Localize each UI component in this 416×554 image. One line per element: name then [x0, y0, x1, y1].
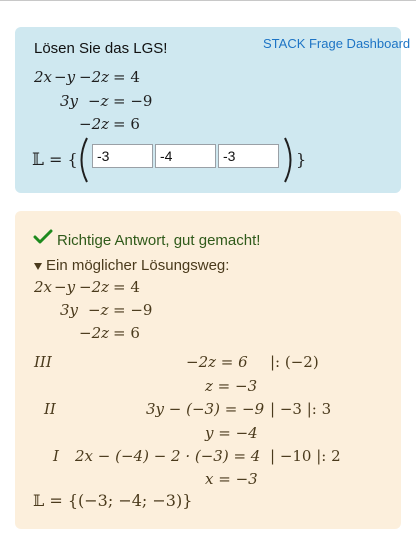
step-eq-iii: −2z = 6	[186, 353, 248, 371]
q-eq2-rhs: = −9	[113, 92, 153, 110]
f-eq1-x: 2x	[34, 278, 53, 296]
step-label-iii: III	[34, 353, 52, 371]
q-eq1-rhs: = 4	[113, 68, 140, 86]
left-paren	[74, 136, 90, 184]
stack-dashboard-link[interactable]: STACK Frage Dashboard	[263, 36, 411, 51]
step-eq-i: 2x − (−4) − 2 · (−3) = 4	[75, 447, 261, 465]
feedback-status: Richtige Antwort, gut gemacht!	[57, 232, 261, 249]
step-label-i: I	[53, 447, 59, 465]
step-eq-ii: 3y − (−3) = −9	[146, 400, 265, 418]
answer-input-y[interactable]	[155, 144, 216, 168]
solution-details-summary[interactable]: Ein möglicher Lösungsweg:	[46, 257, 230, 274]
checkmark-icon	[33, 229, 53, 245]
q-eq2-y: 3y	[60, 92, 79, 110]
top-divider	[0, 0, 416, 7]
step-result-x: x = −3	[205, 470, 258, 488]
q-equals-brace: = {	[49, 150, 78, 169]
triangle-down-icon[interactable]	[33, 261, 43, 271]
q-eq3-z: −2z	[79, 115, 110, 133]
q-close-brace: }	[296, 150, 307, 169]
q-solution-set-symbol: 𝕃	[32, 150, 44, 170]
answer-input-z[interactable]	[218, 144, 279, 168]
f-eq2-rhs: = −9	[113, 301, 153, 319]
final-solution-set: 𝕃 = {(−3; −4; −3)}	[33, 491, 193, 510]
f-eq1-z: −2z	[79, 278, 110, 296]
q-eq2-z: −z	[88, 92, 109, 110]
f-eq2-z: −z	[88, 301, 109, 319]
step-op-i: | −10 |: 2	[270, 447, 341, 465]
f-eq3-z: −2z	[79, 324, 110, 342]
question-prompt: Lösen Sie das LGS!	[34, 40, 168, 57]
f-eq2-y: 3y	[60, 301, 79, 319]
step-label-ii: II	[44, 400, 56, 418]
f-eq1-rhs: = 4	[113, 278, 140, 296]
q-eq1-y: −y	[54, 68, 76, 86]
f-eq3-rhs: = 6	[113, 324, 140, 342]
f-eq1-y: −y	[54, 278, 76, 296]
answer-input-x[interactable]	[92, 144, 153, 168]
step-result-z: z = −3	[205, 377, 258, 395]
q-eq1-z: −2z	[79, 68, 110, 86]
step-op-ii: | −3 |: 3	[270, 400, 332, 418]
q-eq3-rhs: = 6	[113, 115, 140, 133]
q-eq1-x: 2x	[34, 68, 53, 86]
step-op-iii: |: (−2)	[270, 353, 319, 371]
step-result-y: y = −4	[205, 424, 258, 442]
